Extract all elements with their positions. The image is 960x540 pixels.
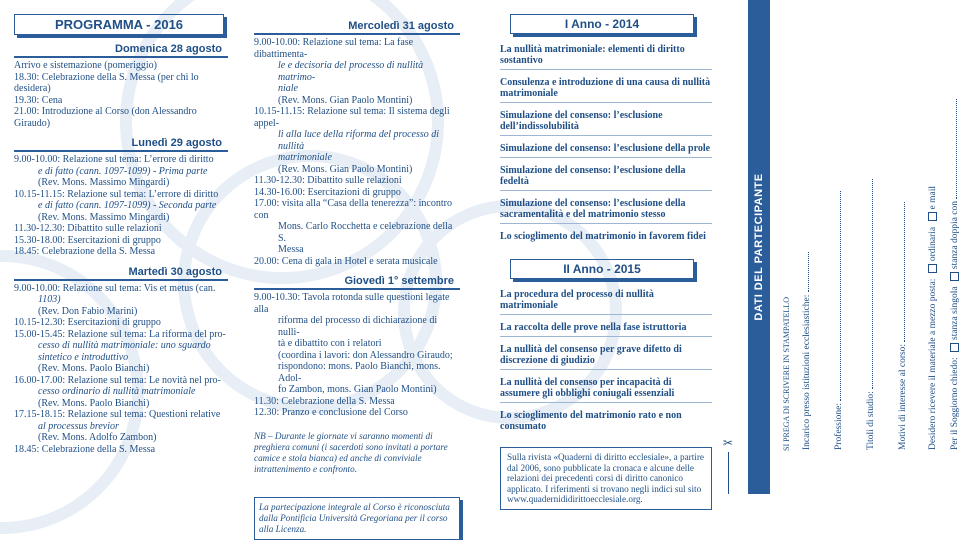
- schedule-line: 17.15-18.15: Relazione sul tema: Questioni relative: [14, 409, 221, 420]
- schedule-line: 18.45: Celebrazione della S. Messa: [14, 443, 156, 455]
- schedule-line: 9.00-10.00: Relazione sul tema: L’errore di diritto: [14, 154, 214, 165]
- schedule-line: riforma del processo di dichiarazione di nulli-: [278, 315, 438, 338]
- field-incarico-line[interactable]: [808, 252, 809, 292]
- courses-panel: [468, 0, 720, 504]
- field-titoli-label: Titoli di studio:: [866, 391, 876, 450]
- course-item: Simulazione del consenso: l’esclusione della fedeltà: [500, 163, 712, 191]
- field-soggiorno: [950, 99, 960, 450]
- field-doppia-line[interactable]: [956, 99, 957, 199]
- day-heading: Domenica 28 agosto: [14, 43, 228, 58]
- course-item: Consulenza e introduzione di una causa di nullità matrimoniale: [500, 75, 712, 103]
- course-item: Lo scioglimento del matrimonio in favorem fidei: [500, 231, 706, 242]
- day-heading: Lunedì 29 agosto: [14, 137, 228, 152]
- course-item: La raccolta delle prove nella fase istruttoria: [500, 320, 712, 337]
- checkbox-singola-label: stanza singola: [950, 286, 960, 340]
- schedule-line: sintetico e introduttivo: [38, 351, 129, 363]
- field-soggiorno-label: Per il Soggiorno chiedo:: [950, 357, 960, 450]
- field-motivi-label: Motivi di interesse al corso:: [898, 343, 908, 450]
- scissors-icon: ✂: [723, 436, 734, 450]
- schedule-line: (Rev. Mons. Adolfo Zambon): [38, 432, 157, 443]
- rivista-box: Sulla rivista «Quaderni di diritto ecclesiale», a partire dal 2006, sono pubblicate la cronaca e alcune delle relazioni dei precedenti corsi di diritto canonico applicato. I riferimenti si trovano negli indici sul sito www.quadernididirittoecclesiale.org.: [500, 447, 712, 510]
- schedule-line: 15.00-15.45: Relazione sul tema: La riforma del pro-: [14, 328, 226, 340]
- schedule-line: (Rev. Mons. Gian Paolo Montini): [278, 94, 413, 106]
- schedule-line: (coordina i lavori: don Alessandro Giraudo;: [278, 349, 453, 361]
- schedule-line: 18.30: Celebrazione della S. Messa (per chi lo desidera): [14, 71, 199, 94]
- schedule-line: cesso di nullità matrimoniale: uno sguardo: [38, 340, 211, 351]
- program-panel-1: [0, 0, 238, 494]
- schedule-line: (Rev. Mons. Paolo Bianchi): [38, 397, 150, 409]
- field-materiale: [928, 186, 938, 450]
- schedule-line: 11.30: Celebrazione della S. Messa: [254, 395, 395, 407]
- checkbox-ordinaria[interactable]: [928, 264, 937, 273]
- form-title: DATI DEL PARTECIPANTE: [753, 173, 765, 321]
- schedule-line: le e decisoria del processo di nullità matrimo-: [278, 60, 424, 83]
- field-professione[interactable]: [834, 191, 844, 450]
- schedule-line: 9.00-10.00: Relazione sul tema: La fase dibattimenta-: [254, 37, 414, 60]
- year-1-courses: [500, 42, 712, 245]
- cut-line: [728, 452, 729, 494]
- schedule-line: 16.00-17.00: Relazione sul tema: Le novità nel pro-: [14, 374, 221, 386]
- schedule-line: (Rev. Mons. Paolo Bianchi): [38, 363, 150, 374]
- field-motivi-line[interactable]: [904, 202, 905, 342]
- schedule-line: 1103): [38, 294, 61, 305]
- schedule-line: (Rev. Mons. Massimo Mingardi): [38, 177, 170, 188]
- schedule-line: e di fatto (cann. 1097-1099) - Prima parte: [38, 165, 208, 177]
- form-title-band: [748, 0, 770, 494]
- program-days: [254, 20, 460, 419]
- checkbox-doppia[interactable]: [950, 272, 959, 281]
- schedule-line: (Rev. Don Fabio Marini): [38, 305, 138, 317]
- schedule-line: 20.00: Cena di gala in Hotel e serata musicale: [254, 255, 438, 267]
- course-item: La nullità del consenso per grave difetto di discrezione di giudizio: [500, 342, 712, 370]
- schedule-line: tà e dibattito con i relatori: [278, 338, 382, 349]
- schedule-line: 19.30: Cena: [14, 94, 63, 106]
- schedule-line: e di fatto (cann. 1097-1099) - Seconda parte: [38, 200, 217, 211]
- checkbox-doppia-label: stanza doppia con: [950, 201, 960, 270]
- course-item: Simulazione del consenso: l’esclusione della sacramentalità e del matrimonio stesso: [500, 196, 712, 224]
- field-motivi[interactable]: [898, 202, 908, 450]
- field-titoli-line[interactable]: [872, 179, 873, 389]
- field-professione-label: Professione:: [834, 403, 844, 450]
- schedule-line: 10.15-12.30: Esercitazioni di gruppo: [14, 317, 161, 328]
- schedule-line: 10.15-11.15: Relazione sul tema: L’errore di diritto: [14, 188, 219, 200]
- field-professione-line[interactable]: [840, 191, 841, 401]
- schedule-line: li alla luce della riforma del processo di nullità: [278, 129, 440, 152]
- course-item: La procedura del processo di nullità matrimoniale: [500, 287, 712, 315]
- checkbox-singola[interactable]: [950, 343, 959, 352]
- schedule-line: cesso ordinario di nullità matrimoniale: [38, 386, 196, 397]
- course-item: Lo scioglimento del matrimonio rato e non consumato: [500, 410, 682, 432]
- schedule-line: Arrivo e sistemazione (pomeriggio): [14, 60, 158, 71]
- schedule-line: 18.45: Celebrazione della S. Messa: [14, 246, 156, 257]
- note-prayer: NB – Durante le giornate vi saranno momenti di preghiera comuni (i sacerdoti sono invitati a portare camice e stola bianca) ed anche di conviviale intrattenimento e confronto.: [254, 430, 448, 474]
- schedule-line: niale: [278, 83, 298, 94]
- year-2-title: II Anno - 2015: [510, 259, 694, 279]
- day-heading: Martedì 30 agosto: [14, 266, 228, 281]
- day-heading: Mercoledì 31 agosto: [254, 20, 460, 35]
- year-1-title: I Anno - 2014: [510, 14, 694, 34]
- schedule-line: 14.30-16.00: Esercitazioni di gruppo: [254, 186, 401, 198]
- schedule-line: 21.00: Introduzione al Corso (don Alessandro Giraudo): [14, 106, 197, 129]
- schedule-line: (Rev. Mons. Massimo Mingardi): [38, 211, 170, 223]
- schedule-line: 15.30-18.00: Esercitazioni di gruppo: [14, 234, 161, 246]
- field-materiale-label: Desidero ricevere il materiale a mezzo posta:: [928, 278, 938, 450]
- program-days: [14, 43, 228, 455]
- schedule-line: 17.00: visita alla “Casa della tenerezza”: incontro con: [254, 198, 452, 221]
- schedule-line: 9.00-10.30: Tavola rotonda sulle questioni legate alla: [254, 292, 450, 315]
- schedule-line: fo Zambon, mons. Gian Paolo Montini): [278, 384, 437, 395]
- checkbox-ordinaria-label: ordinaria: [928, 226, 938, 262]
- print-hint: SI PREGA DI SCRIVERE IN STAMPATELLO: [782, 297, 791, 451]
- year-2-courses: [500, 287, 712, 435]
- day-heading: Giovedì 1° settembre: [254, 275, 460, 290]
- field-incarico[interactable]: [802, 252, 812, 450]
- schedule-line: 10.15-11.15: Relazione sul tema: Il sistema degli appel-: [254, 106, 450, 129]
- schedule-line: 12.30: Pranzo e conclusione del Corso: [254, 407, 408, 418]
- schedule-line: Mons. Carlo Rocchetta e celebrazione della S.: [278, 221, 453, 244]
- course-item: La nullità matrimoniale: elementi di diritto sostantivo: [500, 42, 712, 70]
- schedule-line: rispondono: mons. Paolo Bianchi, mons. Adol-: [278, 361, 441, 384]
- schedule-line: (Rev. Mons. Gian Paolo Montini): [278, 163, 413, 175]
- schedule-line: Messa: [278, 244, 304, 255]
- field-titoli[interactable]: [866, 179, 876, 450]
- registration-form-panel: [720, 0, 960, 494]
- schedule-line: matrimoniale: [278, 152, 332, 163]
- field-incarico-label: Incarico presso istituzioni ecclesiastiche:: [802, 294, 812, 450]
- course-item: Simulazione del consenso: l’esclusione dell’indissolubilità: [500, 108, 712, 136]
- checkbox-email[interactable]: [928, 213, 937, 222]
- course-item: Simulazione del consenso: l’esclusione della prole: [500, 141, 712, 158]
- program-panel-2: [238, 0, 468, 534]
- note-recognition: La partecipazione integrale al Corso è riconosciuta dalla Pontificia Università Gregoriana per il corso alla Licenza.: [254, 497, 460, 540]
- schedule-line: 11.30-12.30: Dibattito sulle relazioni: [254, 175, 402, 186]
- checkbox-email-label: e mail: [928, 186, 938, 210]
- schedule-line: 11.30-12.30: Dibattito sulle relazioni: [14, 223, 162, 234]
- schedule-line: al processus brevior: [38, 420, 119, 432]
- schedule-line: 9.00-10.00: Relazione sul tema: Vis et metus (can.: [14, 282, 216, 294]
- course-item: La nullità del consenso per incapacità di assumere gli obblighi coniugali essenziali: [500, 375, 712, 403]
- program-title: PROGRAMMA - 2016: [14, 14, 224, 35]
